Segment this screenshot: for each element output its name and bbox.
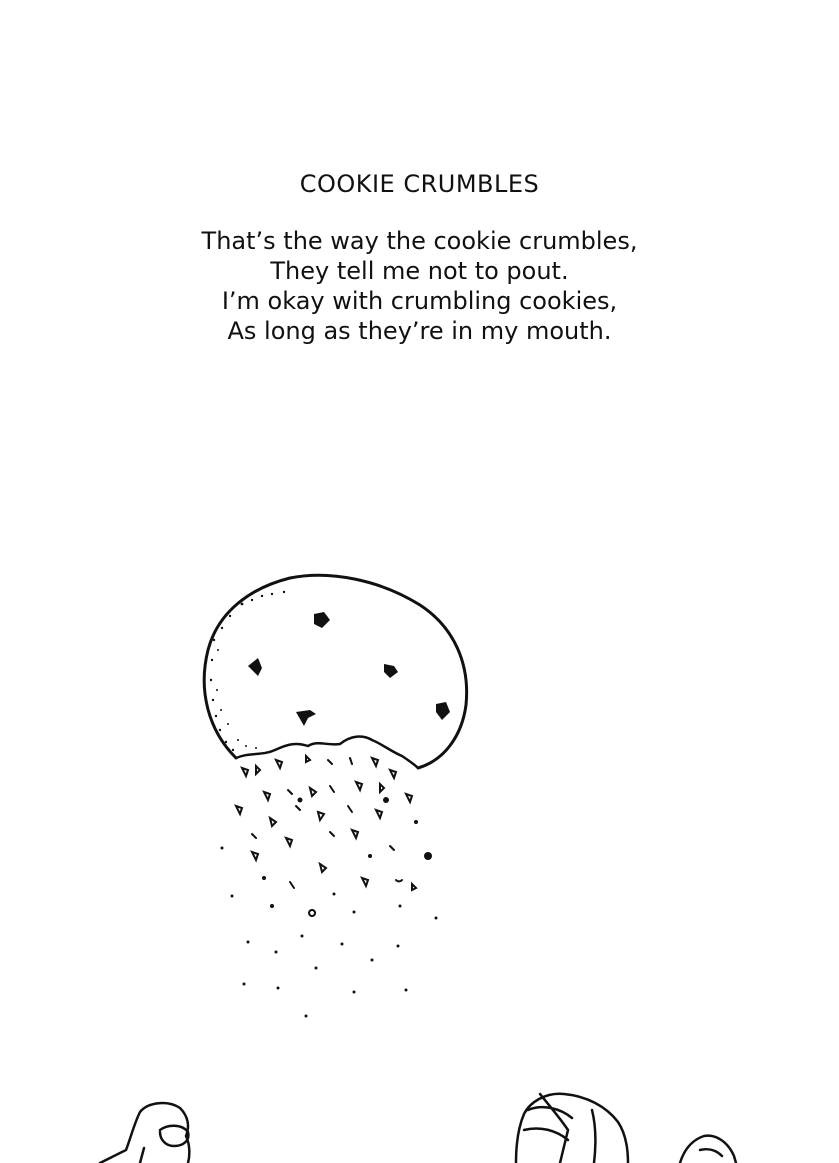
crumb-dots [221,797,438,1018]
third-hand [680,1136,736,1163]
left-hand [100,1103,189,1163]
poem-line-3: I’m okay with crumbling cookies, [221,287,618,315]
chocolate-chips [248,612,450,726]
poem-line-4: As long as they’re in my mouth. [227,317,612,345]
cookie-outline [204,575,466,768]
cookie-broken-edge [236,737,418,768]
poem-title: COOKIE CRUMBLES [299,170,540,198]
cookie-crumbs [236,756,416,916]
right-hand [516,1094,628,1163]
cookie-shading [210,591,285,751]
poem-line-2: They tell me not to pout. [270,257,569,285]
poem-line-1: That’s the way the cookie crumbles, [201,227,638,255]
